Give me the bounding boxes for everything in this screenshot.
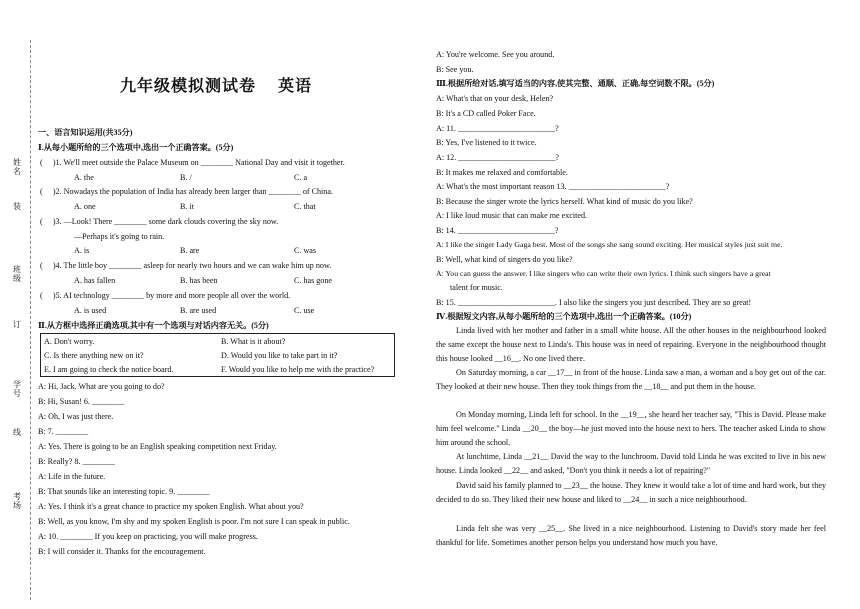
box-option: F. Would you like to help me with the practice? xyxy=(221,365,375,374)
passage-paragraph: At lunchtime, Linda __21__ David the way to the lunchroom. David told Linda he was excited to live in his new house. Linda looked __22__ and asked, "Don't you think it needs a lot of repairing?" xyxy=(436,452,826,475)
question-text: We'll meet outside the Palace Museum on ________ National Day and visit it together. xyxy=(63,158,345,167)
passage-paragraph: Linda lived with her mother and father in a small white house. All the other houses in the neighbourhood looked the same except the house next to Linda's. This house was in need of repairing. Everyone in the neighbourhood thought this house looked __16__. No one lived there. xyxy=(436,326,826,363)
dialogue-line: B: Really? 8. ________ xyxy=(38,457,115,466)
dialogue-line: B: Well, as you know, I'm shy and my spoken English is poor. I'm not sure I can speak in public. xyxy=(38,517,350,526)
dialogue-line: B: Because the singer wrote the lyrics herself. What kind of music do you like? xyxy=(436,197,693,206)
binding-dash-line xyxy=(30,40,31,600)
option-a: A. one xyxy=(74,202,96,211)
margin-label-name: 姓名 xyxy=(13,158,21,176)
question-row: ( )4. The little boy ________ asleep for nearly two hours and we can wake him up now. xyxy=(40,261,332,270)
question-row: ( )3. —Look! There ________ some dark clouds covering the sky now. xyxy=(40,217,279,226)
question-row: ( )2. Nowadays the population of India has already been larger than ________ of China. xyxy=(40,187,333,196)
margin-label-ding: 订 xyxy=(13,320,21,329)
dialogue-line: A: You can guess the answer. I like singers who can write their own lyrics. I think such singers have a great xyxy=(436,269,771,278)
box-option: D. Would you like to take part in it? xyxy=(221,351,338,360)
dialogue-line: A: What's that on your desk, Helen? xyxy=(436,94,554,103)
dialogue-line: B: 14. ________________________? xyxy=(436,226,559,235)
part4-heading: Ⅳ.根据短文内容,从每小题所给的三个选项中,选出一个正确答案。(10分) xyxy=(436,312,692,321)
option-a: A. the xyxy=(74,173,94,182)
dialogue-line: A: I like the singer Lady Gaga best. Most of the songs she sang sound exciting. Her musical styles just suit me. xyxy=(436,240,783,249)
box-option: A. Don't worry. xyxy=(44,337,95,346)
question-number: )4. xyxy=(52,261,62,270)
exam-subject: 英语 xyxy=(278,76,313,95)
dialogue-line: A: What's the most important reason 13. ________________________? xyxy=(436,182,670,191)
passage-paragraph: On Monday morning, Linda left for school. In the __19__, she heard her teacher say, "This is David. Please make him feel welcome." Linda __20__ the boy—he just moved into the house next to hers. The teacher asked Linda to show him around the school. xyxy=(436,410,826,447)
margin-label-xian: 线 xyxy=(13,428,21,437)
dialogue-line: A: I like loud music that can make me excited. xyxy=(436,211,588,220)
option-c: C. was xyxy=(294,246,317,255)
question-text: —Look! There ________ some dark clouds covering the sky now. xyxy=(63,217,279,226)
binding-margin xyxy=(0,40,30,600)
part3-heading: Ⅲ.根据所给对话,填写适当的内容,使其完整、通顺、正确,每空词数不限。(5分) xyxy=(436,79,715,88)
dialogue-line: A: Life in the future. xyxy=(38,472,106,481)
option-b: B. are xyxy=(180,246,200,255)
question-text: Nowadays the population of India has already been larger than ________ of China. xyxy=(63,187,333,196)
option-a: A. is xyxy=(74,246,90,255)
option-c: C. use xyxy=(294,306,315,315)
dialogue-line: A: 10. ________ If you keep on practicing, you will make progress. xyxy=(38,532,258,541)
part2-heading: Ⅱ.从方框中选择正确选项,其中有一个选项与对话内容无关。(5分) xyxy=(38,321,269,330)
dialogue-line: B: 15. ________________________. I also like the singers you just described. They are so great! xyxy=(436,298,752,307)
dialogue-line: B: That sounds like an interesting topic. 9. ________ xyxy=(38,487,210,496)
exam-title: 九年级模拟测试卷 xyxy=(120,76,257,95)
option-c: C. that xyxy=(294,202,316,211)
dialogue-line: A: Oh, I was just there. xyxy=(38,412,114,421)
dialogue-line: B: See you. xyxy=(436,65,474,74)
page-title xyxy=(120,73,312,96)
question-text-reply: —Perhaps it's going to rain. xyxy=(74,232,165,241)
dialogue-line: B: I will consider it. Thanks for the encouragement. xyxy=(38,547,206,556)
dialogue-line: talent for music. xyxy=(450,283,503,292)
option-a: A. is used xyxy=(74,306,107,315)
option-b: B. it xyxy=(180,202,194,211)
dialogue-line: A: Yes. I think it's a great chance to practice my spoken English. What about you? xyxy=(38,502,304,511)
option-a: A. has fallen xyxy=(74,276,116,285)
question-number: )2. xyxy=(52,187,62,196)
dialogue-line: B: Hi, Susan! 6. ________ xyxy=(38,397,125,406)
box-option: B. What is it about? xyxy=(221,337,286,346)
question-number: )3. xyxy=(52,217,62,226)
margin-label-number: 学号 xyxy=(13,380,21,398)
margin-label-room: 考场 xyxy=(13,492,21,510)
option-b: B. has been xyxy=(180,276,218,285)
option-b: B. / xyxy=(180,173,192,182)
question-number: )5. xyxy=(52,291,62,300)
part1-heading: Ⅰ.从每小题所给的三个选项中,选出一个正确答案。(5分) xyxy=(38,143,234,152)
dialogue-line: A: Yes. There is going to be an English speaking competition next Friday. xyxy=(38,442,277,451)
margin-label-class: 班级 xyxy=(13,265,21,283)
dialogue-line: B: Yes, I've listened to it twice. xyxy=(436,138,537,147)
box-option: C. Is there anything new on it? xyxy=(44,351,144,360)
question-row: ( )1. We'll meet outside the Palace Museum on ________ National Day and visit it together. xyxy=(40,158,345,167)
box-option: E. I am going to check the notice board. xyxy=(44,365,174,374)
margin-label-zhuang: 装 xyxy=(13,202,21,211)
question-text: The little boy ________ asleep for nearly two hours and we can wake him up now. xyxy=(63,261,332,270)
dialogue-line: B: Well, what kind of singers do you like? xyxy=(436,255,573,264)
question-number: )1. xyxy=(52,158,62,167)
section1-heading: 一、语言知识运用(共35分) xyxy=(38,128,133,137)
question-row: ( )5. AI technology ________ by more and more people all over the world. xyxy=(40,291,291,300)
options-box xyxy=(40,333,395,377)
option-c: C. a xyxy=(294,173,308,182)
dialogue-line: B: 7. ________ xyxy=(38,427,89,436)
passage-paragraph: David said his family planned to __23__ the house. They knew it would take a lot of time and hard work, but they decided to do so. They liked their new house and liked to __24__ in such a nice neighbourhood. xyxy=(436,481,826,504)
dialogue-line: B: It's a CD called Poker Face. xyxy=(436,109,536,118)
dialogue-line: A: You're welcome. See you around. xyxy=(436,50,555,59)
dialogue-line: A: 12. ________________________? xyxy=(436,153,559,162)
option-c: C. has gone xyxy=(294,276,332,285)
passage-paragraph: Linda felt she was very __25__. She lived in a nice neighbourhood. Listening to David's story made her feel thankful for life. Sometimes another person helps you understand how much you have. xyxy=(436,524,826,547)
dialogue-line: B: It makes me relaxed and comfortable. xyxy=(436,168,568,177)
option-b: B. are used xyxy=(180,306,217,315)
question-text: AI technology ________ by more and more people all over the world. xyxy=(63,291,291,300)
dialogue-line: A: Hi, Jack. What are you going to do? xyxy=(38,382,165,391)
dialogue-line: A: 11. ________________________? xyxy=(436,124,559,133)
passage-paragraph: On Saturday morning, a car __17__ in front of the house. Linda saw a man, a woman and a boy get out of the car. They looked at their new house. Then they took things from the __18__ and put them in the house. xyxy=(436,368,826,391)
